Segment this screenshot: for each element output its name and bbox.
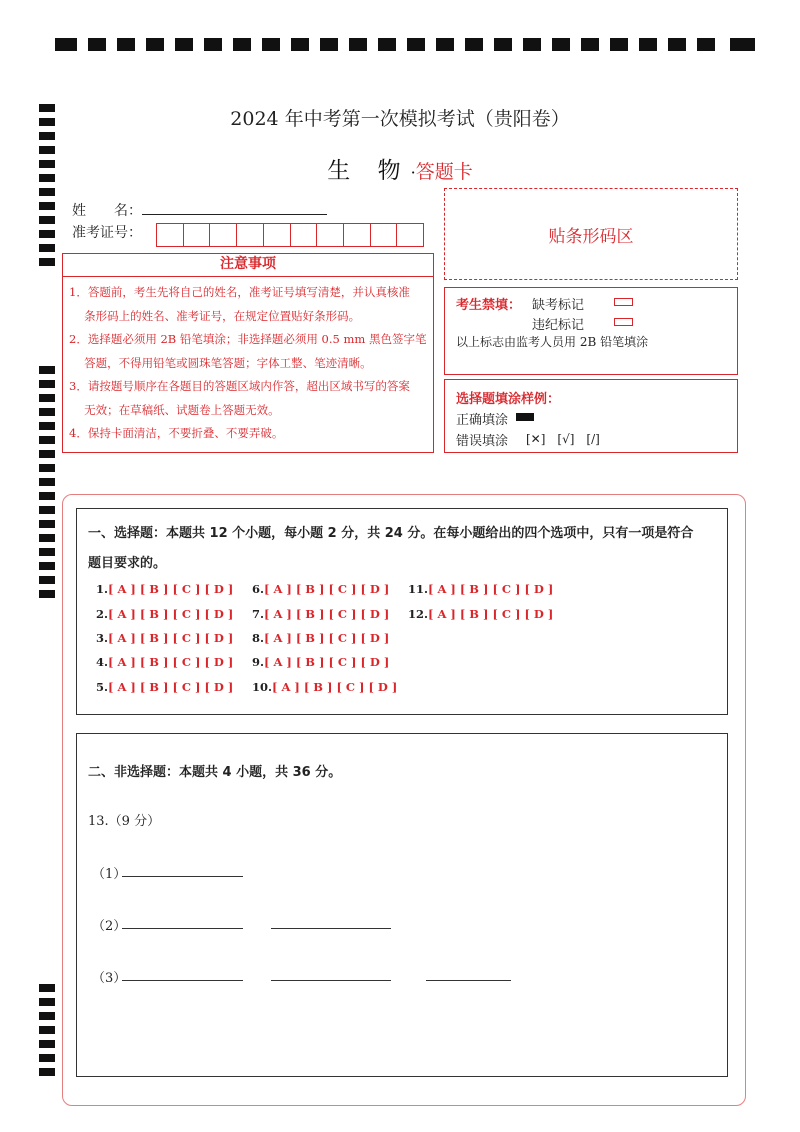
mc-heading: 一、选择题：本题共 12 个小题，每小题 2 分，共 24 分。在每小题给出的四个选项中，只有一项是符合: [88, 526, 694, 541]
mc-question-5[interactable]: 5.[ A ] [ B ] [ C ] [ D ]: [96, 680, 234, 694]
mc-question-4[interactable]: 4.[ A ] [ B ] [ C ] [ D ]: [96, 655, 234, 669]
mc-question-12[interactable]: 12.[ A ] [ B ] [ C ] [ D ]: [408, 607, 554, 621]
subject-name: 生 物: [327, 158, 411, 184]
mc-question-8[interactable]: 8.[ A ] [ B ] [ C ] [ D ]: [252, 631, 390, 645]
notice-item: 2．选择题必须用 2B 铅笔填涂；非选择题必须用 0.5 mm 黑色签字笔: [69, 332, 427, 346]
forbid-note: 以上标志由监考人员用 2B 铅笔填涂: [456, 335, 649, 349]
name-field[interactable]: [142, 214, 327, 215]
mc-question-10[interactable]: 10.[ A ] [ B ] [ C ] [ D ]: [252, 680, 398, 694]
correct-fill-label: 正确填涂: [456, 413, 509, 428]
top-timing-marks: [55, 38, 755, 51]
question-13-label: 13.（9 分）: [88, 814, 161, 829]
absent-mark-box[interactable]: [614, 298, 633, 306]
mc-question-2[interactable]: 2.[ A ] [ B ] [ C ] [ D ]: [96, 607, 234, 621]
name-label: 姓 名：: [72, 203, 142, 219]
exam-number-label: 准考证号：: [72, 225, 142, 241]
mc-heading-cont: 题目要求的。: [88, 556, 167, 571]
answer-line-1-1[interactable]: [122, 876, 243, 877]
wrong-fill-samples: [✕] [√] [/]: [526, 432, 600, 446]
violation-mark-label: 违纪标记: [532, 318, 585, 333]
barcode-area: [444, 188, 738, 280]
mc-question-11[interactable]: 11.[ A ] [ B ] [ C ] [ D ]: [408, 582, 554, 596]
notice-title: 注意事项: [62, 253, 434, 277]
mc-question-6[interactable]: 6.[ A ] [ B ] [ C ] [ D ]: [252, 582, 390, 596]
notice-item: 答题，不得用铅笔或圆珠笔答题；字体工整、笔迹清晰。: [69, 355, 372, 370]
mc-question-3[interactable]: 3.[ A ] [ B ] [ C ] [ D ]: [96, 631, 234, 645]
barcode-label: 贴条形码区: [548, 226, 634, 247]
notice-item: 3．请按题号顺序在各题目的答题区域内作答，超出区域书写的答案: [69, 379, 410, 393]
page-title: 2024 年中考第一次模拟考试（贵阳卷）: [230, 108, 570, 130]
forbid-title: 考生禁填：: [456, 298, 522, 313]
absent-mark-label: 缺考标记: [532, 298, 585, 313]
open-heading: 二、非选择题：本题共 4 小题，共 36 分。: [88, 765, 342, 780]
correct-fill-sample: [516, 413, 534, 421]
answer-line-3-2[interactable]: [271, 980, 391, 981]
sub-question-2-label: （2）: [92, 919, 127, 934]
answer-line-3-3[interactable]: [426, 980, 511, 981]
wrong-fill-label: 错误填涂: [456, 434, 509, 449]
sub-question-3-label: （3）: [92, 971, 127, 986]
notice-box: [62, 276, 434, 453]
subject-line: [0, 152, 800, 185]
mc-question-1[interactable]: 1.[ A ] [ B ] [ C ] [ D ]: [96, 582, 234, 596]
sub-question-1-label: （1）: [92, 867, 127, 882]
notice-item: 无效；在草稿纸、试题卷上答题无效。: [69, 402, 280, 417]
open-question-section: [76, 733, 728, 1077]
answer-line-2-2[interactable]: [271, 928, 391, 929]
mc-question-9[interactable]: 9.[ A ] [ B ] [ C ] [ D ]: [252, 655, 390, 669]
notice-item: 4．保持卡面清洁，不要折叠、不要弄破。: [69, 426, 284, 440]
exam-number-boxes[interactable]: [156, 223, 424, 247]
notice-item: 条形码上的姓名、准考证号，在规定位置贴好条形码。: [69, 308, 361, 323]
mc-question-7[interactable]: 7.[ A ] [ B ] [ C ] [ D ]: [252, 607, 390, 621]
answer-line-3-1[interactable]: [122, 980, 243, 981]
violation-mark-box[interactable]: [614, 318, 633, 326]
notice-item: 1．答题前，考生先将自己的姓名，准考证号填写清楚，并认真核准: [69, 285, 410, 299]
answer-line-2-1[interactable]: [122, 928, 243, 929]
answer-card-label: 答题卡: [415, 161, 473, 183]
subject-dot: ·: [410, 163, 416, 182]
sample-title: 选择题填涂样例：: [456, 392, 561, 407]
